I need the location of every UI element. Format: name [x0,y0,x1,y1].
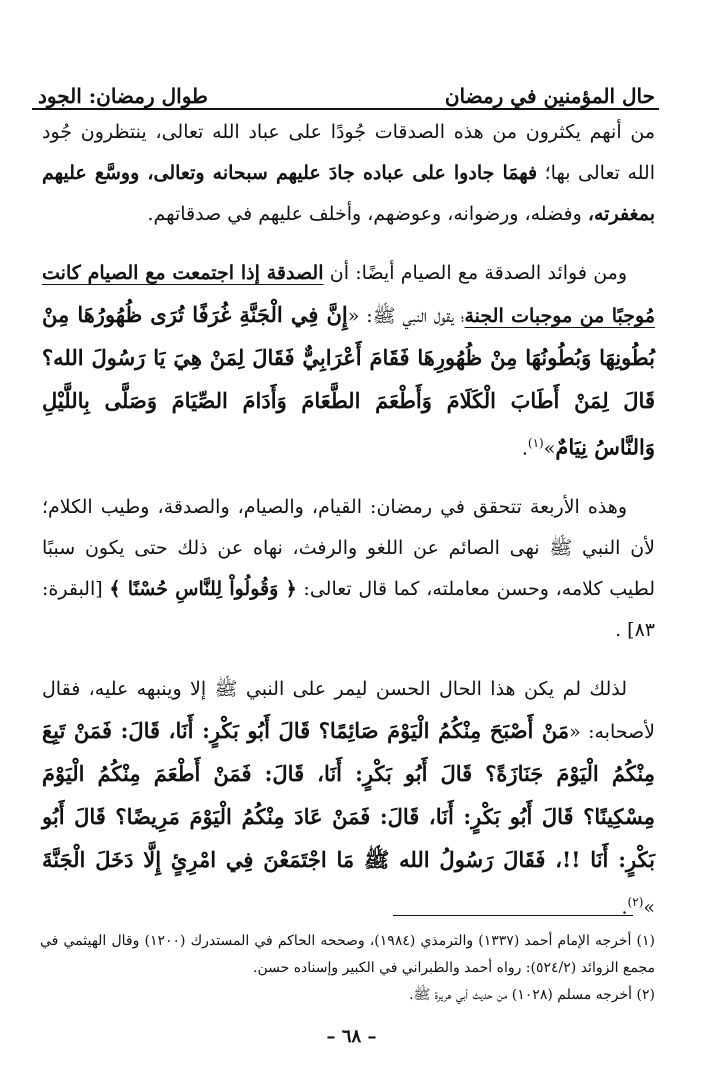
hadith-text: مَنْ أَصْبَحَ مِنْكُمُ الْيَوْمَ صَائِمًا؟ قَالَ أَبُو بَكْرٍ: أَنَا، قَالَ: فَمَنْ تَبِعَ مِنْكُمُ الْيَوْمَ جَنَازَةً؟ قَالَ أَبُو بَكْرٍ: أَنَا، قَالَ: فَمَنْ أَطْعَمَ مِنْكُمُ الْيَوْمَ مِسْكِينًا؟ قَالَ أَبُو بَكْرٍ: أَنَا، قَالَ: فَمَنْ عَادَ مِنْكُمُ الْيَوْمَ مَرِيضًا؟ قَالَ أَبُو بَكْرٍ: أَنَا !!، فَقَالَ رَسُولُ الله ﷺ مَا اجْتَمَعْنَ فِي امْرِئٍ إِلَّا دَخَلَ الْجَنَّةَ [42,718,655,873]
paragraph-4: لذلك لم يكن هذا الحال الحسن ليمر على النبي ﷺ إلا وينبهه عليه، فقال لأصحابه: «مَنْ أَصْبَحَ مِنْكُمُ الْيَوْمَ صَائِمًا؟ قَالَ أَبُو بَكْرٍ: أَنَا، قَالَ: فَمَنْ تَبِعَ مِنْكُمُ الْيَوْمَ جَنَازَةً؟ قَالَ أَبُو بَكْرٍ: أَنَا، قَالَ: فَمَنْ أَطْعَمَ مِنْكُمُ الْيَوْمَ مِسْكِينًا؟ قَالَ أَبُو بَكْرٍ: أَنَا، قَالَ: فَمَنْ عَادَ مِنْكُمُ الْيَوْمَ مَرِيضًا؟ قَالَ أَبُو بَكْرٍ: أَنَا !!، فَقَالَ رَسُولُ الله ﷺ مَا اجْتَمَعْنَ فِي امْرِئٍ إِلَّا دَخَلَ الْجَنَّةَ »$^{(٢)}$. [42,678,655,919]
section-title: طوال رمضان: الجود [38,84,208,108]
footnote-divider [393,915,633,916]
quran-verse: ﴿ وَقُولُواْ لِلنَّاسِ حُسْنًا ﴾ [109,578,297,601]
footnote-1: (١) أخرجه الإمام أحمد (١٣٣٧) والترمذي (١٩٨٤)، وصححه الحاكم في المستدرك (١٢٠٠) وقال الهيثمي في مجمع الزوائد (٥٢٤/٢): رواه أحمد والطبراني في الكبير وإسناده حسن. [40,933,655,976]
underlined-phrase: الصدقة إذا اجتمعت مع الصيام كانت مُوجبًا من موجبات الجنة [42,262,656,327]
body-text [42,112,655,929]
footnotes [40,928,655,1009]
paragraph-1: من أنهم يكثرون من هذه الصدقات جُودًا على عباد الله تعالى، ينتظرون جُود الله تعالى بها؛ فهمَا جادوا على عباده جادَ عليهم سبحانه وتعالى، ووسَّع عليهم بمغفرته، وفضله، ورضوانه، وعوضهم، وأخلف عليهم في صدقاتهم. [42,121,655,225]
running-header [38,72,655,108]
footnote-2: (٢) أخرجه مسلم (١٠٢٨) من حديث أبي هريرة ﷺ. [409,987,655,1003]
chapter-title: حال المؤمنين في رمضان [444,84,655,108]
bold-phrase: فهمَا جادوا على عباده جادَ عليهم سبحانه وتعالى، ووسَّع عليهم بمغفرته، [42,162,655,225]
page-number: – ٦٨ – [326,1026,377,1047]
footnote-ref: (٢) [627,895,644,910]
footnote-ref: (١) [527,436,544,450]
paragraph-3: وهذه الأربعة تتحقق في رمضان: القيام، والصيام، والصدقة، وطيب الكلام؛ لأن النبي ﷺ نهى الصائم عن اللغو والرفث، نهاه عن ذلك حتى يكون سببًا لطيب كلامه، وحسن معاملته، كما قال تعالى: ﴿ وَقُولُواْ لِلنَّاسِ حُسْنًا ﴾ [البقرة: ٨٣] . [42,496,656,642]
header-divider [32,108,659,110]
paragraph-2: ومن فوائد الصدقة مع الصيام أيضًا: أن الصدقة إذا اجتمعت مع الصيام كانت مُوجبًا من موجبات الجنة؛ يقول النبي ﷺ: «إِنَّ فِي الْجَنَّةِ غُرَفًا تُرَى ظُهُورُهَا مِنْ بُطُونِهَا وَبُطُونُهَا مِنْ ظُهُورِهَا فَقَامَ أَعْرَابِيٌّ فَقَالَ لِمَنْ هِيَ يَا رَسُولَ الله؟ قَالَ لِمَنْ أَطَابَ الْكَلَامَ وَأَطْعَمَ الطَّعَامَ وَأَدَامَ الصِّيَامَ وَصَلَّى بِاللَّيْلِ وَالنَّاسُ نِيَامٌ»$^{(١)}$. [42,262,656,460]
hadith-text: إِنَّ فِي الْجَنَّةِ غُرَفًا تُرَى ظُهُورُهَا مِنْ بُطُونِهَا وَبُطُونُهَا مِنْ ظُهُورِهَا فَقَامَ أَعْرَابِيٌّ فَقَالَ لِمَنْ هِيَ يَا رَسُولَ الله؟ قَالَ لِمَنْ أَطَابَ الْكَلَامَ وَأَطْعَمَ الطَّعَامَ وَأَدَامَ الصِّيَامَ وَصَلَّى بِاللَّيْلِ وَالنَّاسُ نِيَامٌ [42,302,655,460]
